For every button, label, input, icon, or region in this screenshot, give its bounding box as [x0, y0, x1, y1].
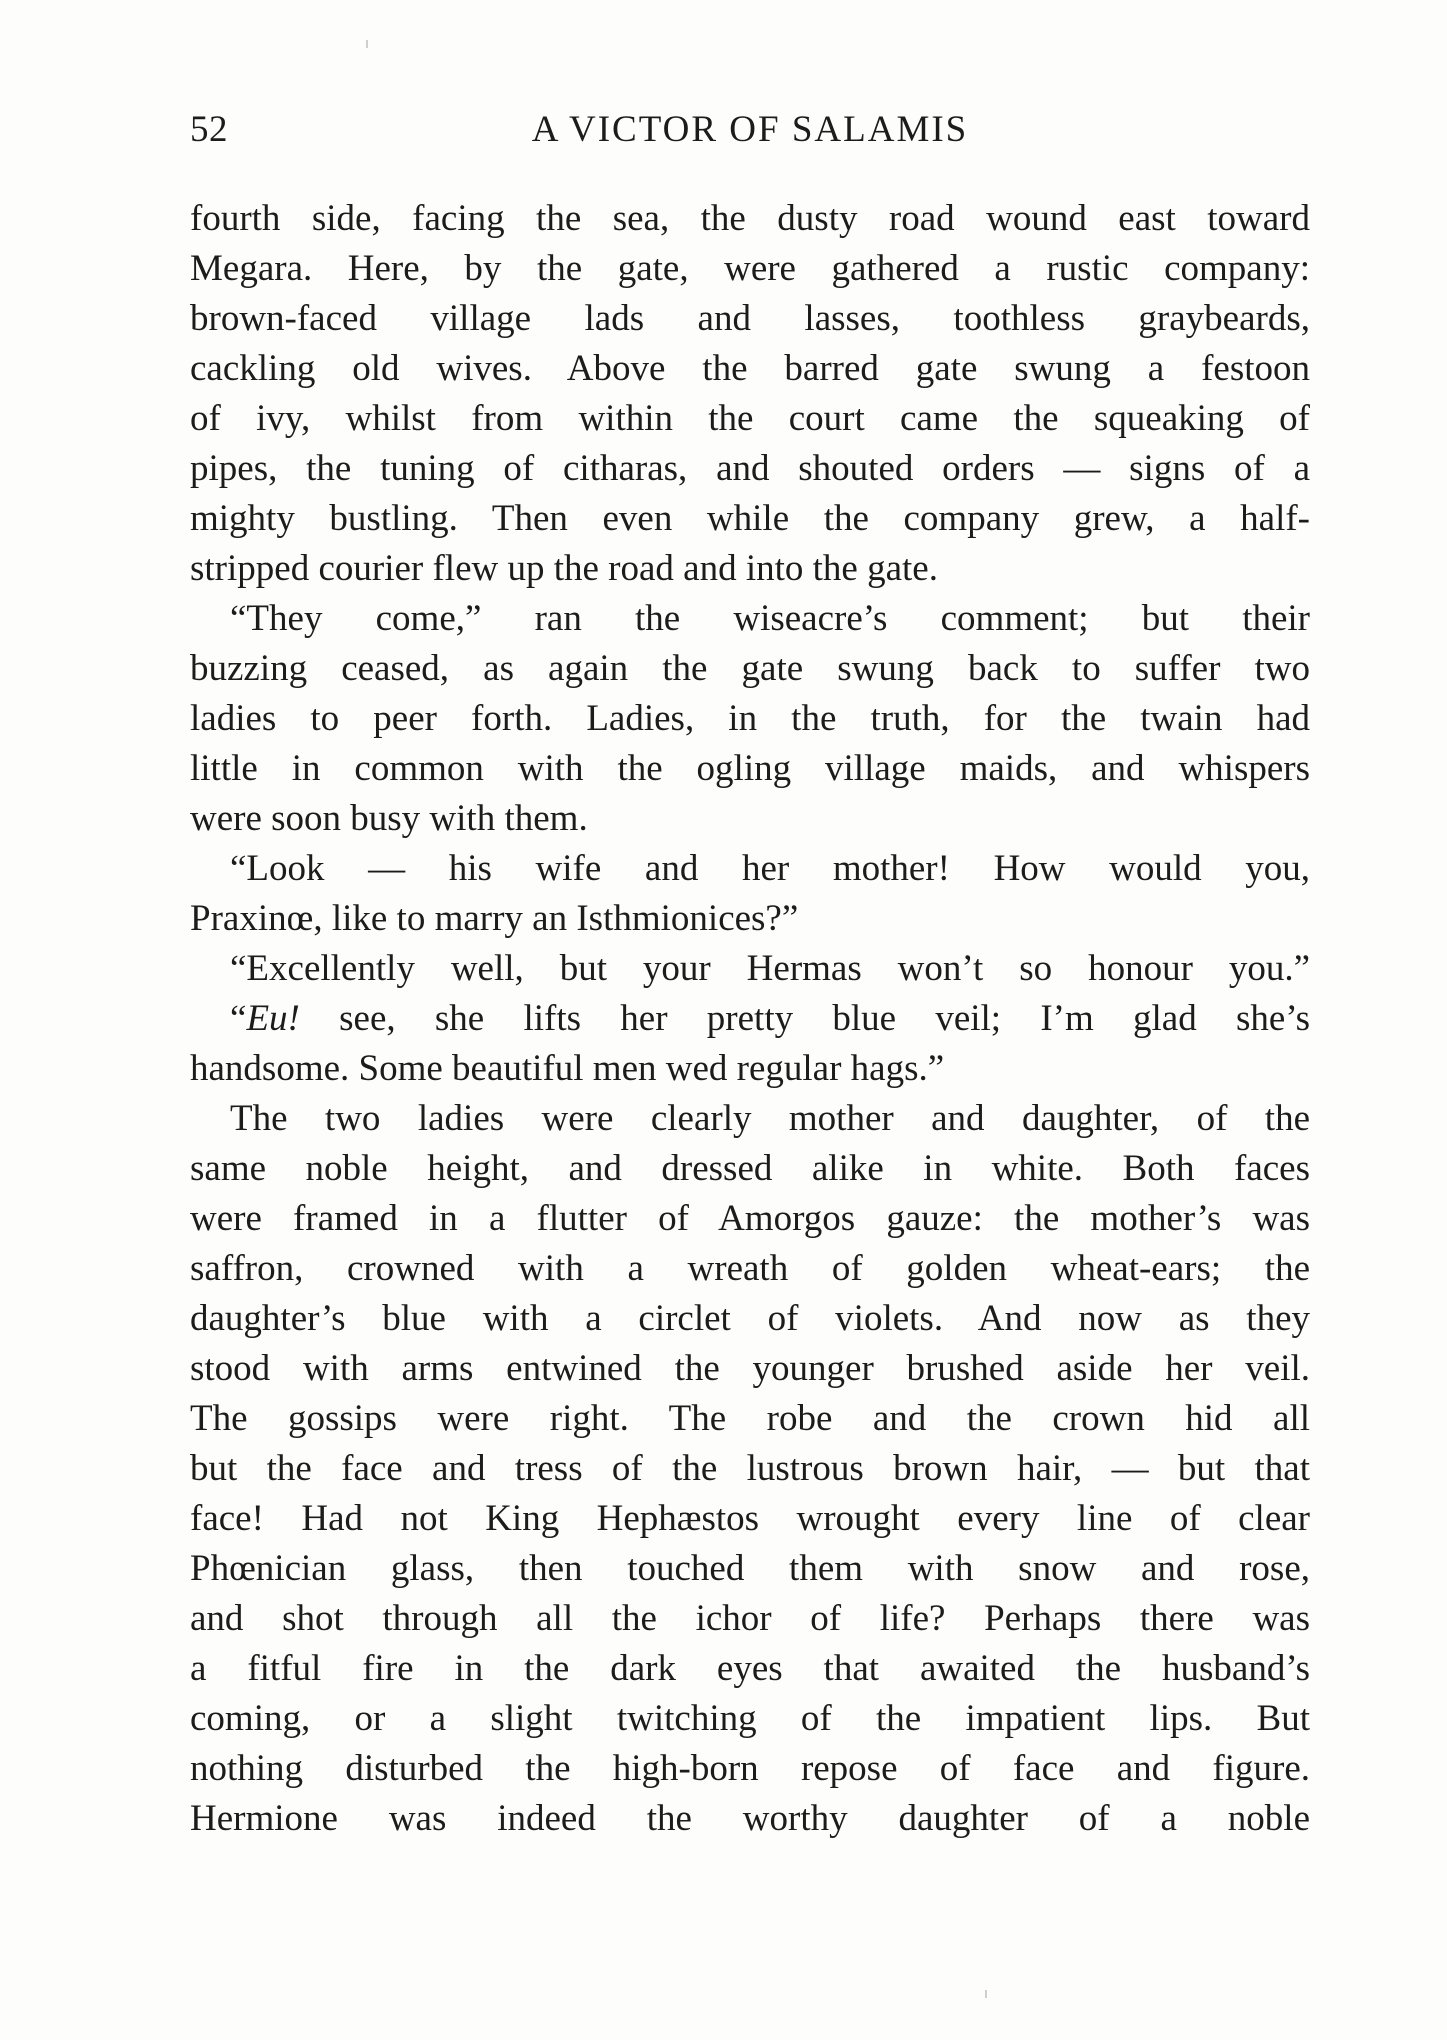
text-line: daughter’s blue with a circlet of violets. And now as they: [190, 1298, 1310, 1339]
text-line: stood with arms entwined the younger brushed aside her veil.: [190, 1348, 1310, 1389]
text-line: ladies to peer forth. Ladies, in the truth, for the twain had: [190, 698, 1310, 739]
page-header: [190, 108, 1310, 164]
scan-speck: [366, 40, 368, 48]
running-title: A VICTOR OF SALAMIS: [531, 109, 969, 150]
text-line: brown-faced village lads and lasses, toothless graybeards,: [190, 298, 1310, 339]
text-line: handsome. Some beautiful men wed regular hags.”: [190, 1048, 945, 1089]
text-line: saffron, crowned with a wreath of golden wheat-ears; the: [190, 1248, 1310, 1289]
text-line: Megara. Here, by the gate, were gathered a rustic company:: [190, 248, 1310, 289]
text-line: “Eu! see, she lifts her pretty blue veil; I’m glad she’s: [230, 998, 1310, 1039]
text-line: were soon busy with them.: [190, 798, 588, 839]
text-line: little in common with the ogling village maids, and whispers: [190, 748, 1310, 789]
text-line: were framed in a flutter of Amorgos gauze: the mother’s was: [190, 1198, 1310, 1239]
text-line: same noble height, and dressed alike in white. Both faces: [190, 1148, 1310, 1189]
text-line: “Look — his wife and her mother! How would you,: [230, 848, 1310, 889]
text-line: “Excellently well, but your Hermas won’t so honour you.”: [230, 948, 1310, 989]
text-line: The two ladies were clearly mother and daughter, of the: [230, 1098, 1310, 1139]
text-line: cackling old wives. Above the barred gate swung a festoon: [190, 348, 1310, 389]
text-line: a fitful fire in the dark eyes that awaited the husband’s: [190, 1648, 1310, 1689]
text-line: face! Had not King Hephæstos wrought every line of clear: [190, 1498, 1310, 1539]
text-line: Praxinœ, like to marry an Isthmionices?”: [190, 898, 799, 939]
text-line: “They come,” ran the wiseacre’s comment; but their: [230, 598, 1310, 639]
text-line: Hermione was indeed the worthy daughter of a noble: [190, 1798, 1310, 1839]
text-line: of ivy, whilst from within the court came the squeaking of: [190, 398, 1310, 439]
text-line: stripped courier flew up the road and into the gate.: [190, 548, 938, 589]
text-line: buzzing ceased, as again the gate swung back to suffer two: [190, 648, 1310, 689]
scan-speck: [985, 1990, 987, 1998]
body-text: [190, 194, 1310, 1844]
text-line: coming, or a slight twitching of the impatient lips. But: [190, 1698, 1310, 1739]
text-line: fourth side, facing the sea, the dusty road wound east toward: [190, 198, 1310, 239]
page-number: 52: [190, 109, 228, 150]
text-line: Phœnician glass, then touched them with snow and rose,: [190, 1548, 1310, 1589]
text-line: mighty bustling. Then even while the company grew, a half-: [190, 498, 1310, 539]
text-line: The gossips were right. The robe and the crown hid all: [190, 1398, 1310, 1439]
text-line: nothing disturbed the high-born repose of face and figure.: [190, 1748, 1310, 1789]
text-line: and shot through all the ichor of life? Perhaps there was: [190, 1598, 1310, 1639]
text-line: pipes, the tuning of citharas, and shouted orders — signs of a: [190, 448, 1310, 489]
text-line: but the face and tress of the lustrous brown hair, — but that: [190, 1448, 1310, 1489]
